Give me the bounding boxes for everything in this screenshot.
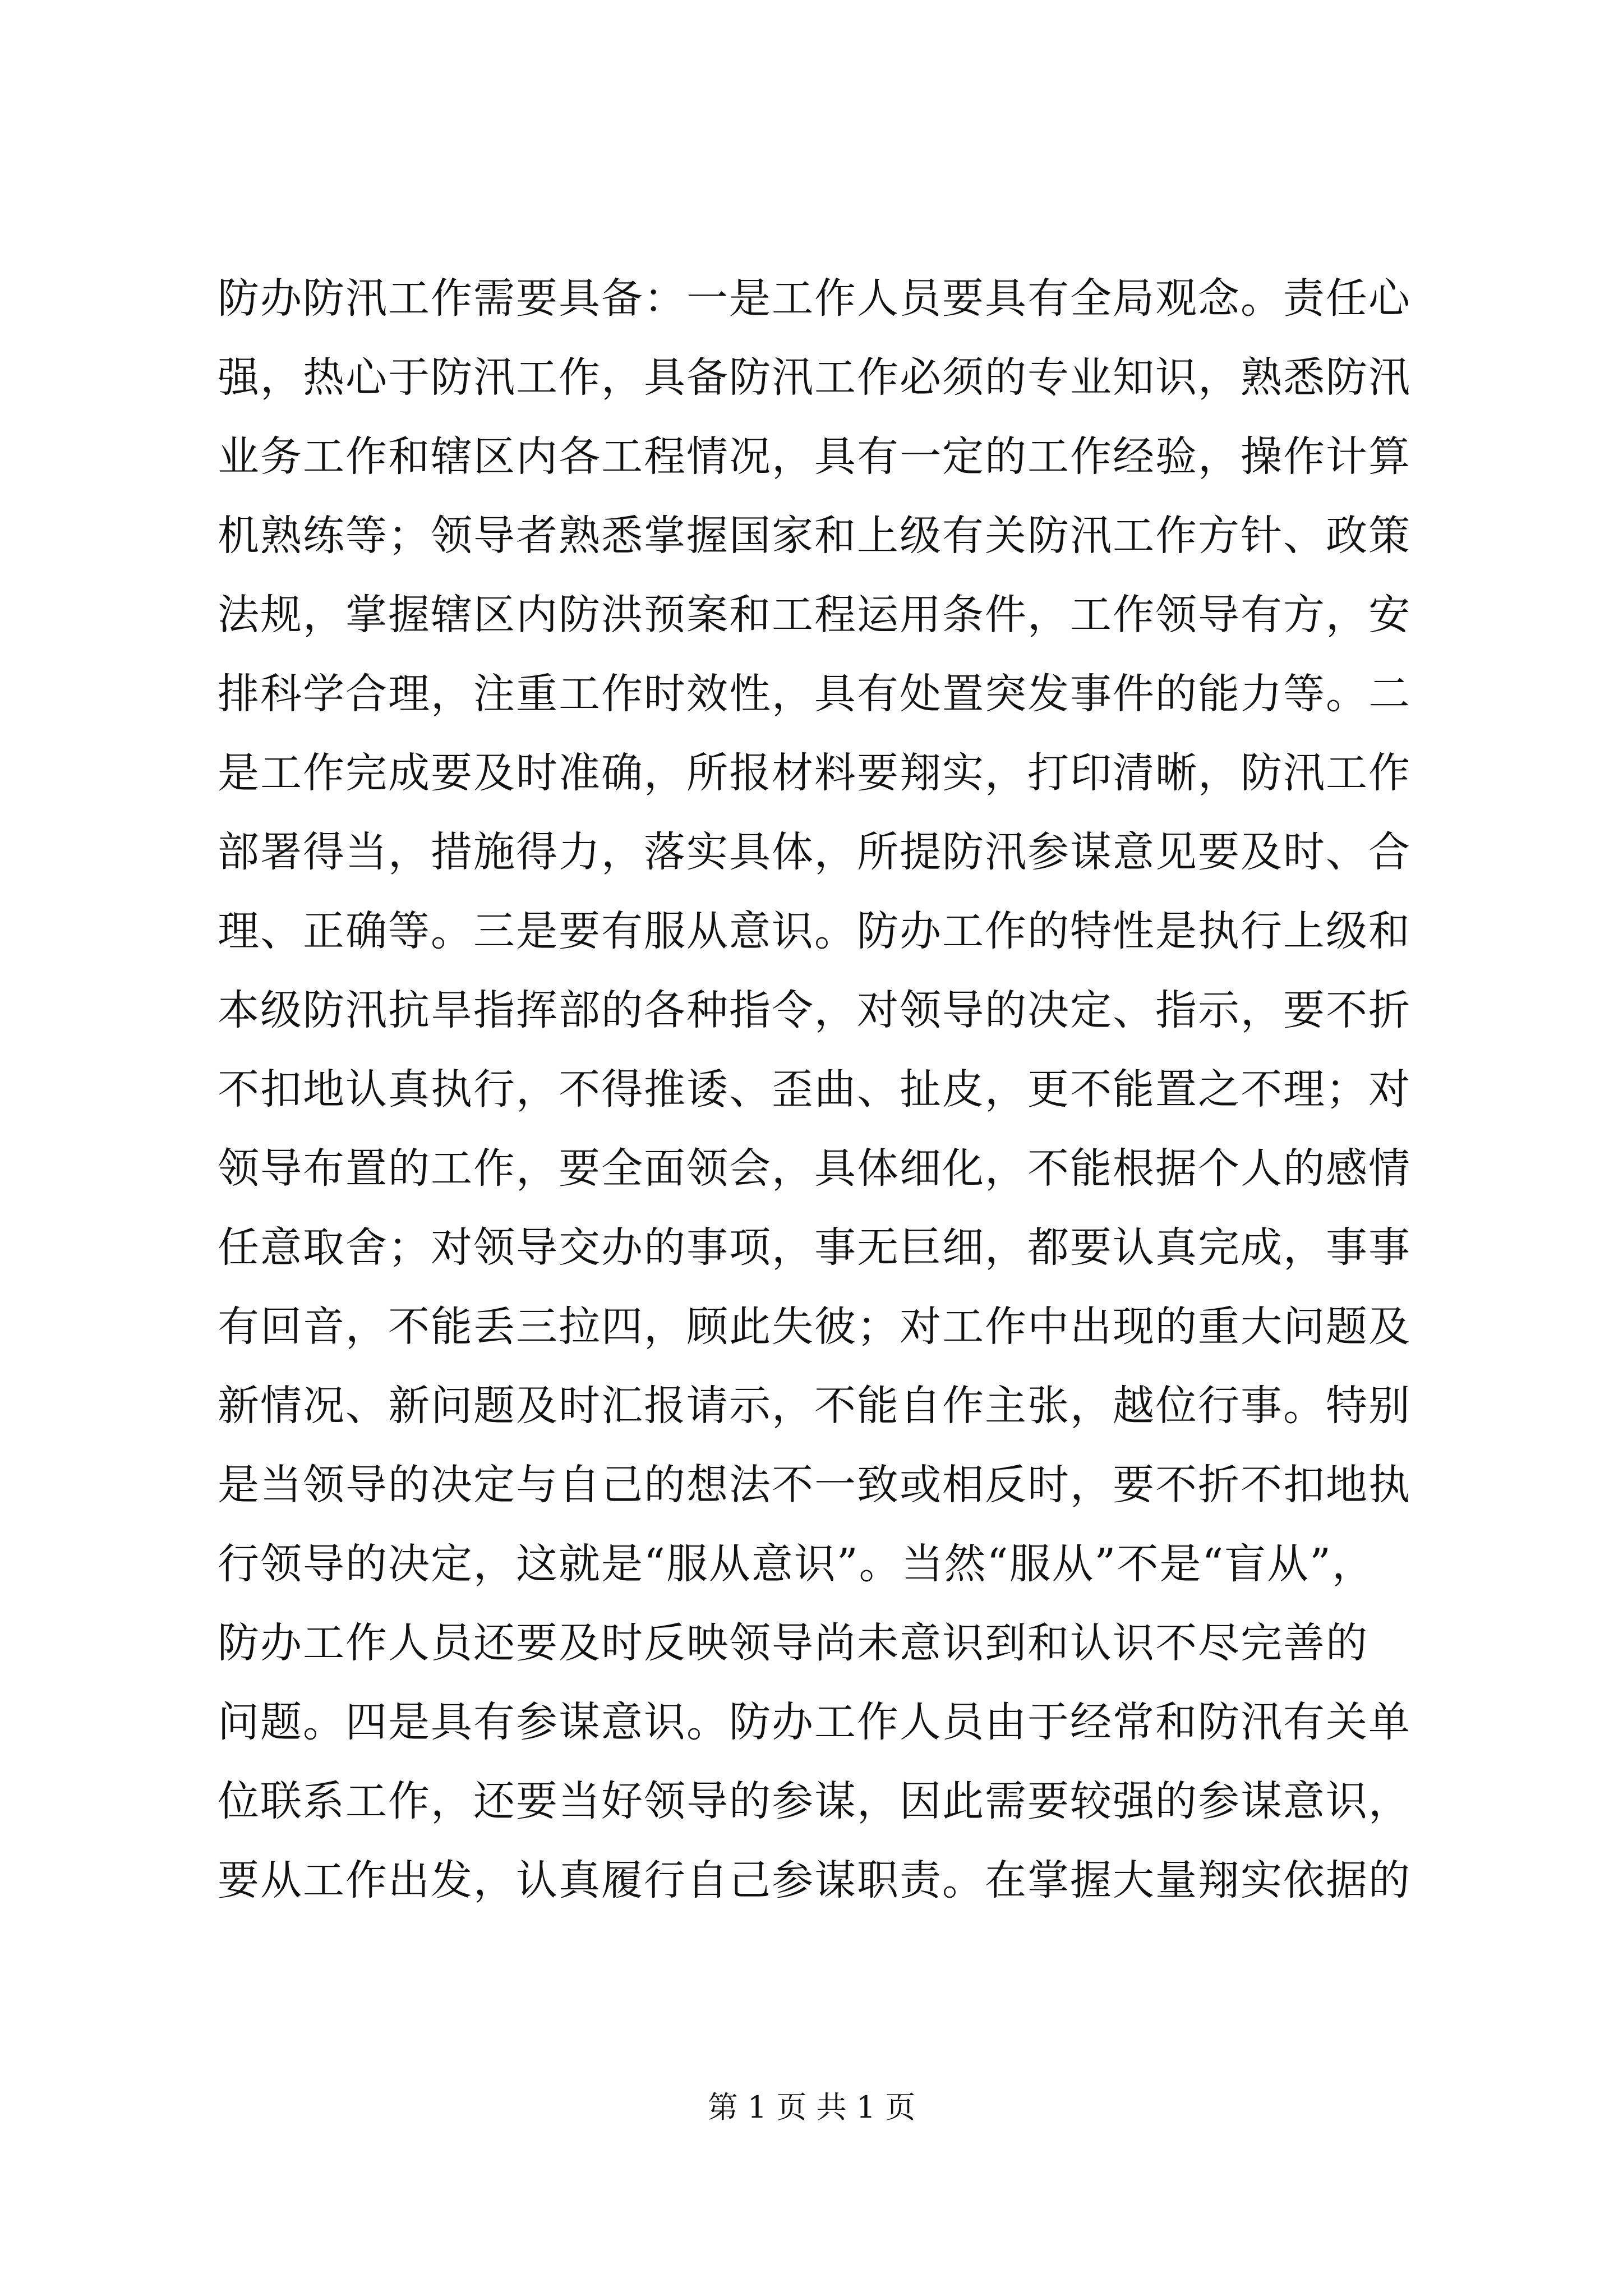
text-line-19: 问题。四是具有参谋意识。防办工作人员由于经常和防汛有关单 xyxy=(218,1698,1411,1746)
text-line-20: 位联系工作，还要当好领导的参谋，因此需要较强的参谋意识， xyxy=(218,1777,1411,1825)
text-line-1: 防办防汛工作需要具备：一是工作人员要具有全局观念。责任心 xyxy=(218,274,1411,323)
text-line-16: 是当领导的决定与自己的想法不一致或相反时，要不折不扣地执 xyxy=(218,1461,1411,1509)
text-line-13: 任意取舍；对领导交办的事项，事无巨细，都要认真完成，事事 xyxy=(218,1223,1411,1272)
text-line-2: 强，热心于防汛工作，具备防汛工作必须的专业知识，熟悉防汛 xyxy=(218,353,1411,402)
text-line-6: 排科学合理，注重工作时效性，具有处置突发事件的能力等。二 xyxy=(218,670,1411,718)
text-line-5: 法规，掌握辖区内防洪预案和工程运用条件，工作领导有方，安 xyxy=(218,591,1411,639)
text-line-8: 部署得当，措施得力，落实具体，所提防汛参谋意见要及时、合 xyxy=(218,828,1411,876)
text-line-17: 行领导的决定，这就是“服从意识”。当然“服从”不是“盲从”， xyxy=(218,1540,1375,1588)
text-line-7: 是工作完成要及时准确，所报材料要翔实，打印清晰，防汛工作 xyxy=(218,749,1411,797)
text-line-9: 理、正确等。三是要有服从意识。防办工作的特性是执行上级和 xyxy=(218,907,1411,955)
text-line-14: 有回音，不能丢三拉四，顾此失彼；对工作中出现的重大问题及 xyxy=(218,1303,1411,1351)
page-number-label: 第 1 页 共 1 页 xyxy=(707,2090,916,2125)
text-line-10: 本级防汛抗旱指挥部的各种指令，对领导的决定、指示，要不折 xyxy=(218,986,1411,1034)
body-text xyxy=(218,259,1468,1920)
text-line-15: 新情况、新问题及时汇报请示，不能自作主张，越位行事。特别 xyxy=(218,1382,1411,1430)
text-line-18: 防办工作人员还要及时反映领导尚未意识到和认识不尽完善的 xyxy=(218,1619,1368,1667)
page-footer xyxy=(0,2088,1623,2127)
text-line-11: 不扣地认真执行，不得推诿、歪曲、扯皮，更不能置之不理；对 xyxy=(218,1065,1411,1114)
text-line-3: 业务工作和辖区内各工程情况，具有一定的工作经验，操作计算 xyxy=(218,432,1411,481)
text-line-4: 机熟练等；领导者熟悉掌握国家和上级有关防汛工作方针、政策 xyxy=(218,512,1411,560)
text-line-12: 领导布置的工作，要全面领会，具体细化，不能根据个人的感情 xyxy=(218,1144,1411,1193)
text-line-21: 要从工作出发，认真履行自己参谋职责。在掌握大量翔实依据的 xyxy=(218,1856,1411,1904)
